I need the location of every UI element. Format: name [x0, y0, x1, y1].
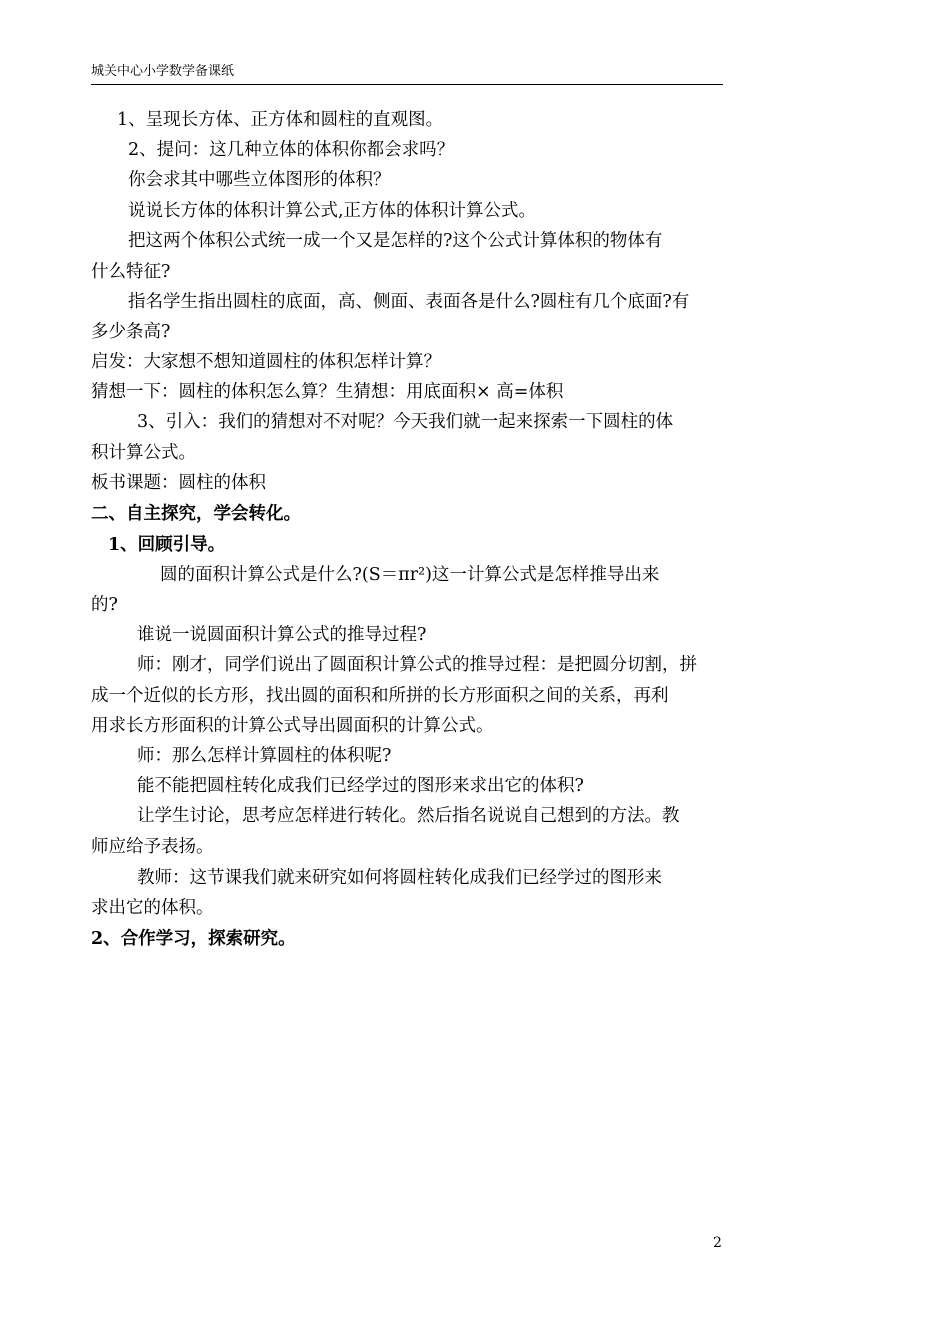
text-line: 什么特征? — [91, 262, 171, 282]
page-header — [91, 62, 723, 85]
text-line: 教师：这节课我们就来研究如何将圆柱转化成我们已经学过的图形来 — [137, 868, 662, 888]
subsection-heading: 2、合作学习，探索研究。 — [91, 929, 296, 949]
text-line: 把这两个体积公式统一成一个又是怎样的?这个公式计算体积的物体有 — [128, 231, 663, 251]
text-line: 的? — [91, 595, 118, 615]
text-line: 师应给予表扬。 — [91, 837, 214, 857]
section-heading: 二、自主探究，学会转化。 — [91, 504, 301, 524]
text-line: 猜想一下：圆柱的体积怎么算？生猜想：用底面积× 高=体积 — [91, 382, 564, 402]
text-line: 谁说一说圆面积计算公式的推导过程? — [137, 625, 427, 645]
text-line: 3、引入：我们的猜想对不对呢？今天我们就一起来探索一下圆柱的体 — [137, 412, 674, 432]
text-line: 用求长方形面积的计算公式导出圆面积的计算公式。 — [91, 716, 494, 736]
page-number: 2 — [713, 1235, 722, 1251]
text-line: 多少条高? — [91, 322, 171, 342]
text-line: 让学生讨论，思考应怎样进行转化。然后指名说说自己想到的方法。教 — [137, 806, 680, 826]
header-title: 城关中心小学数学备课纸 — [91, 64, 235, 79]
text-line: 成一个近似的长方形，找出圆的面积和所拼的长方形面积之间的关系，再利 — [91, 686, 669, 706]
text-line: 说说长方体的体积计算公式,正方体的体积计算公式。 — [128, 201, 537, 221]
text-line: 圆的面积计算公式是什么?(S＝πr²)这一计算公式是怎样推导出来 — [160, 565, 660, 585]
subsection-heading: 1、回顾引导。 — [108, 535, 226, 555]
text-line: 师：刚才，同学们说出了圆面积计算公式的推导过程：是把圆分切割，拼 — [137, 655, 697, 675]
text-line: 启发：大家想不想知道圆柱的体积怎样计算？ — [91, 352, 441, 372]
text-line: 积计算公式。 — [91, 443, 196, 463]
text-line: 1、呈现长方体、正方体和圆柱的直观图。 — [117, 110, 444, 130]
text-line: 板书课题：圆柱的体积 — [91, 473, 266, 493]
text-line: 师：那么怎样计算圆柱的体积呢? — [137, 746, 392, 766]
text-line: 能不能把圆柱转化成我们已经学过的图形来求出它的体积? — [137, 776, 584, 796]
text-line: 求出它的体积。 — [91, 898, 214, 918]
text-line: 2、提问：这几种立体的体积你都会求吗？ — [128, 140, 455, 160]
text-line: 指名学生指出圆柱的底面，高、侧面、表面各是什么?圆柱有几个底面?有 — [128, 292, 690, 312]
text-line: 你会求其中哪些立体图形的体积？ — [128, 170, 391, 190]
